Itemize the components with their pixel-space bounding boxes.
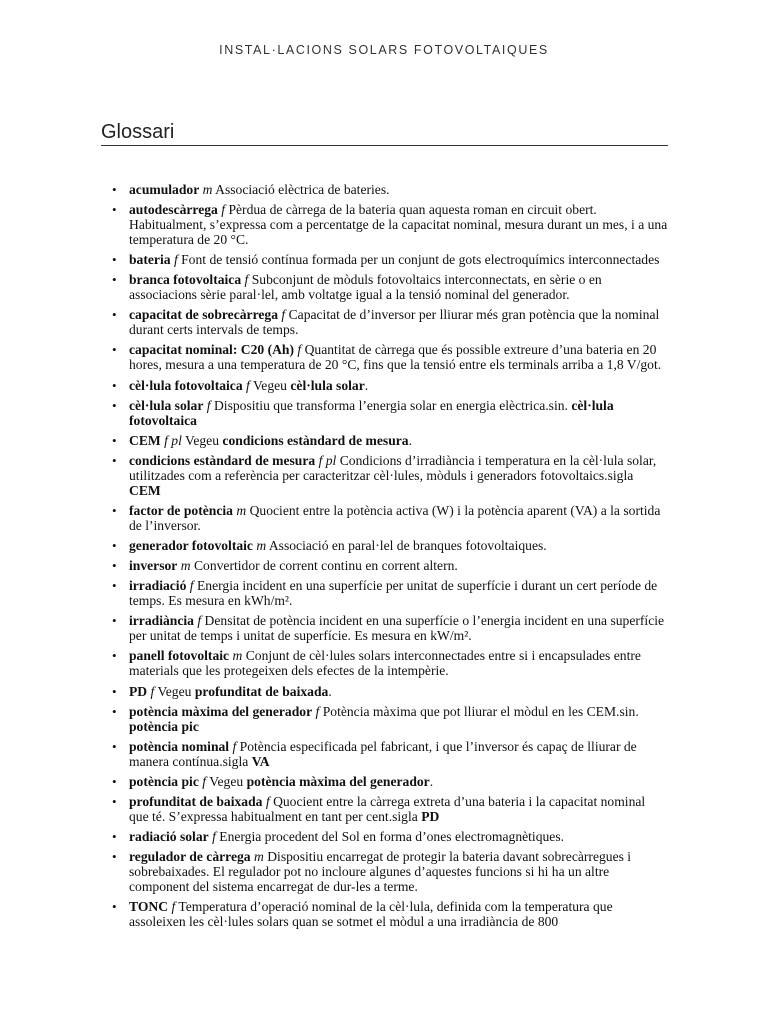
grammatical-gender: f [171,899,176,915]
grammatical-gender: f [246,377,250,393]
glossary-term: PD [129,683,148,699]
running-header: INSTAL·LACIONS SOLARS FOTOVOLTAIQUES [219,43,549,57]
glossary-definition: Vegeu [252,377,287,393]
grammatical-gender: f [212,828,216,844]
grammatical-gender: f [189,578,194,594]
glossary-entry [112,739,668,769]
glossary-definition: Capacitat de d’inversor per lliurar més gran potència que la nominal durant certs intervals de temps. [129,307,660,338]
grammatical-gender: f [281,307,286,323]
glossary-term: panell fotovoltaic [129,648,230,664]
glossary-term: potència pic [129,773,199,789]
glossary-definition: Font de tensió contínua formada per un conjunt de gots electroquímics interconnectades [181,252,660,268]
glossary-entry [112,307,668,337]
glossary-entry [112,613,668,643]
glossary-entry [112,252,668,267]
glossary-term: bateria [129,252,171,268]
glossary-term: capacitat de sobrecàrrega [129,307,278,323]
glossary-entry [112,684,668,699]
grammatical-gender: f [297,342,302,358]
grammatical-gender: f [221,202,226,218]
grammatical-gender: f [315,703,320,719]
cross-reference: potència màxima del generador [246,773,430,789]
glossary-entry [112,558,668,573]
glossary-entry [112,433,668,448]
glossary-term: generador fotovoltaic [129,538,253,554]
glossary-definition: Quocient entre la càrrega extreta d’una bateria i la capacitat nominal que té. S’expressa habitualment en tant per cent.sigla [129,793,646,824]
glossary-list [112,182,668,934]
glossary-definition: Dispositiu que transforma l’energia solar en energia elèctrica.sin. [213,397,568,413]
grammatical-gender: m [202,182,213,197]
grammatical-gender: f [202,773,207,789]
glossary-entry [112,774,668,789]
glossary-definition: Energia incident en una superfície per unitat de superfície i durant un cert període de temps. Es mesura en kWh/m². [129,578,658,609]
trailing-punctuation: . [429,773,434,789]
glossary-entry [112,453,668,498]
glossary-term: acumulador [129,182,200,197]
glossary-definition: Associació en paral·lel de branques fotovoltaiques. [268,538,547,554]
cross-reference: VA [251,753,270,769]
glossary-term: cèl·lula solar [129,397,204,413]
glossary-term: branca fotovoltaica [129,272,242,288]
glossary-term: inversor [129,558,178,574]
glossary-definition: Subconjunt de mòduls fotovoltaics interconnectats, en sèrie o en associacions sèrie paral·lel, amb voltatge igual a la tensió nominal del generador. [129,272,602,303]
glossary-entry [112,503,668,533]
glossary-entry [112,182,668,197]
glossary-definition: Vegeu [157,683,192,699]
glossary-entry [112,378,668,393]
cross-reference: profunditat de baixada [194,683,329,699]
glossary-term: condicions estàndard de mesura [129,452,316,468]
glossary-definition: Quocient entre la potència activa (W) i la potència aparent (VA) a la sortida de l’inversor. [129,502,661,533]
glossary-definition: Temperatura d’operació nominal de la cèl·lula, definida com la temperatura que assoleixen les cèl·lules solars quan se sotmet el mòdul a una irradiància de 800 [129,899,613,930]
glossary-entry [112,578,668,608]
glossary-term: autodescàrrega [129,202,218,218]
grammatical-gender: m [232,648,243,664]
trailing-punctuation: . [328,683,332,699]
glossary-definition: Associació elèctrica de bateries. [215,182,390,197]
glossary-term: cèl·lula fotovoltaica [129,377,243,393]
glossary-term: CEM [129,432,161,448]
glossary-definition: Potència especificada pel fabricant, i que l’inversor és capaç de lliurar de manera contínua.sigla [129,738,637,769]
grammatical-gender: m [180,558,191,574]
glossary-entry [112,342,668,372]
glossary-definition: Energia procedent del Sol en forma d’ones electromagnètiques. [219,828,565,844]
section-title: Glossari [101,121,668,146]
cross-reference: PD [421,808,440,824]
glossary-entry [112,538,668,553]
grammatical-gender: f [173,252,178,268]
glossary-entry [112,849,668,894]
glossary-definition: Potència màxima que pot lliurar el mòdul en les CEM.sin. [322,703,639,719]
glossary-term: regulador de càrrega [129,849,251,865]
glossary-term: profunditat de baixada [129,793,263,809]
glossary-entry [112,829,668,844]
glossary-term: TONC [129,899,169,915]
grammatical-gender: f [197,613,202,629]
grammatical-gender: f pl [318,452,337,468]
grammatical-gender: m [256,538,267,554]
cross-reference: condicions estàndard de mesura [222,432,409,448]
glossary-term: irradiació [129,578,187,594]
glossary-entry [112,648,668,678]
glossary-entry [112,794,668,824]
glossary-entry [112,899,668,929]
glossary-definition: Densitat de potència incident en una superfície o l’energia incident en una superfície per unitat de temps i unitat de superfície. Es mesura en kW/m². [129,613,665,644]
glossary-entry [112,704,668,734]
grammatical-gender: m [236,502,247,518]
cross-reference: potència pic [129,718,199,734]
grammatical-gender: f [232,738,237,754]
cross-reference: cèl·lula solar [290,377,365,393]
grammatical-gender: m [253,849,264,865]
glossary-entry [112,398,668,428]
cross-reference: cèl·lula fotovoltaica [129,397,614,428]
glossary-term: potència màxima del generador [129,703,313,719]
trailing-punctuation: . [364,377,369,393]
glossary-entry [112,202,668,247]
glossary-definition: Condicions d’irradiància i temperatura en la cèl·lula solar, utilitzades com a referència per caracteritzar cèl·lules, mòduls i generadors fotovoltaics.sigla [129,452,657,483]
glossary-term: irradiància [129,613,194,629]
glossary-term: radiació solar [129,828,209,844]
grammatical-gender: f [265,793,270,809]
grammatical-gender: f [244,272,249,288]
glossary-definition: Quantitat de càrrega que és possible extreure d’una bateria en 20 hores, mesura a una temperatura de 20 °C, fins que la tensió entre els terminals arriba a 1,8 V/got. [129,342,662,373]
glossary-definition: Pèrdua de càrrega de la bateria quan aquesta roman en circuit obert. Habitualment, s’expressa com a percentatge de la capacitat nominal, mesura durant un mes, i a una temperatura de 20 °C. [129,202,668,248]
grammatical-gender: f [150,683,155,699]
glossary-definition: Vegeu [209,773,244,789]
glossary-definition: Vegeu [185,432,220,448]
glossary-definition: Conjunt de cèl·lules solars interconnectades entre si i encapsulades entre materials que les protegeixen dels efectes de la intempèrie. [129,648,641,679]
glossary-definition: Convertidor de corrent continu en corrent altern. [193,558,458,574]
glossary-term: potència nominal [129,738,230,754]
glossary-definition: Dispositiu encarregat de protegir la bateria davant sobrecàrregues i sobrebaixades. El regulador pot no incloure algunes d’aquestes funcions si hi ha un altre component del sistema encarregat de dur-les a terme. [129,849,632,895]
glossary-entry [112,272,668,302]
grammatical-gender: f [206,397,211,413]
glossary-term: capacitat nominal: C20 (Ah) [129,342,295,358]
trailing-punctuation: . [408,432,412,448]
glossary-term: factor de potència [129,502,233,518]
cross-reference: CEM [129,482,161,498]
grammatical-gender: f pl [164,432,182,448]
